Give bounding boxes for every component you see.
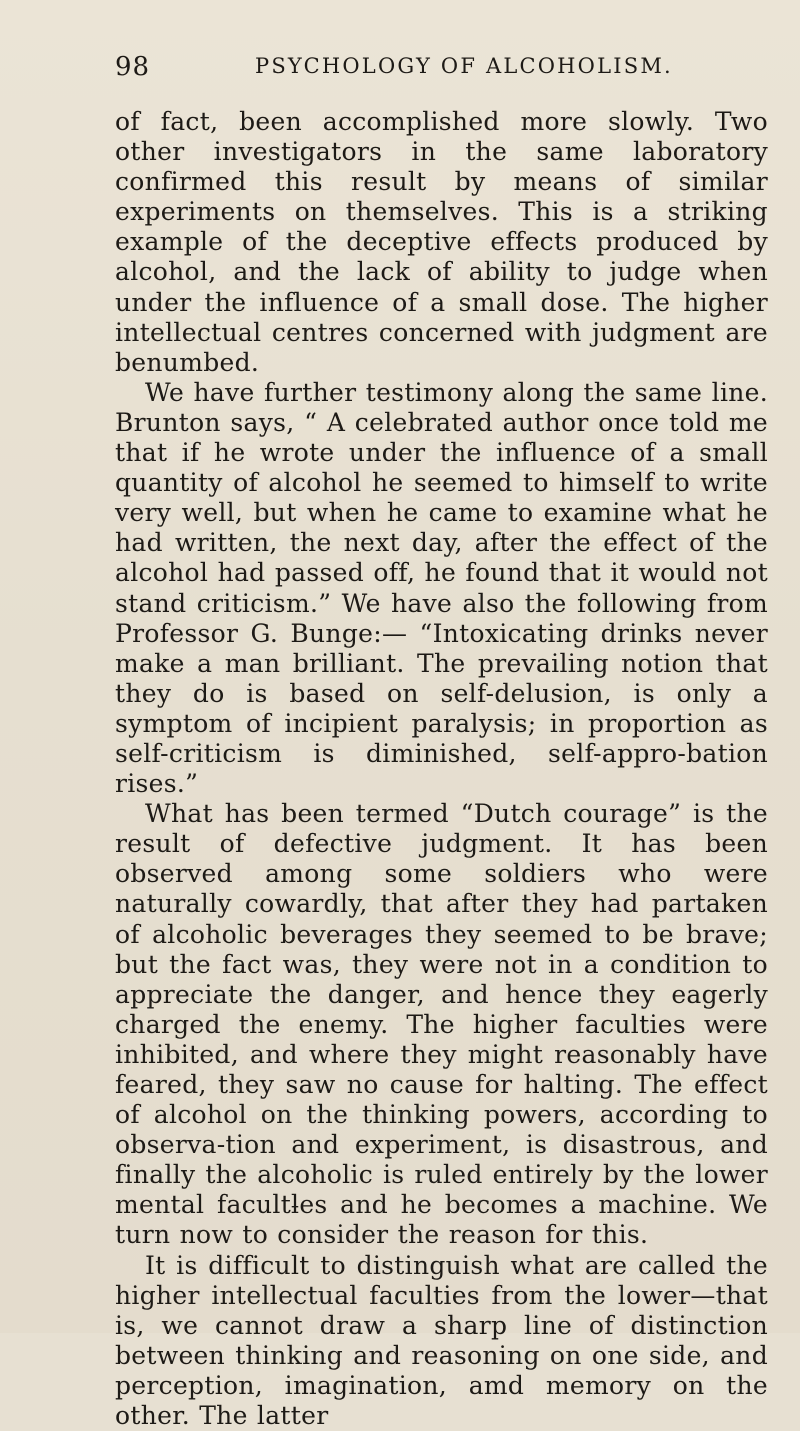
paragraph-4: It is difficult to distinguish what are called the higher intellectual faculties from the lower—that is, we cannot draw a sharp line of distinction between thinking and reasoning on one side, and perception, imagination, amd memory on the other. The latter (115, 1250, 768, 1431)
page-number: 98 (115, 52, 151, 82)
paragraph-1: of fact, been accomplished more slowly. Two other investigators in the same laboratory confirmed this result by means of similar experiments on themselves. This is a striking example of the deceptive effects produced by alcohol, and the lack of ability to judge when under the influence of a small dose. The higher intellectual centres concerned with judgment are benumbed. (115, 107, 768, 377)
page-header (115, 52, 760, 92)
paragraph-2: We have further testimony along the same line. Brunton says, “ A celebrated author once told me that if he wrote under the influence of a small quantity of alcohol he seemed to himself to write very well, but when he came to examine what he had written, the next day, after the effect of the alcohol had passed off, he found that it would not stand criticism.” We have also the following from Professor G. Bunge:— “Intoxicating drinks never make a man brilliant. The prevailing notion that they do is based on self-delusion, is only a symptom of incipient paralysis; in proportion as self-criticism is diminished, self-appro-bation rises.” (115, 377, 768, 799)
paragraph-3: What has been termed “Dutch courage” is the result of defective judgment. It has been observed among some soldiers who were naturally cowardly, that after they had partaken of alcoholic beverages they seemed to be brave; but the fact was, they were not in a condition to appreciate the danger, and hence they eagerly charged the enemy. The higher faculties were inhibited, and where they might reasonably have feared, they saw no cause for halting. The effect of alcohol on the thinking powers, according to observa-tion and experiment, is disastrous, and finally the alcoholic is ruled entirely by the lower mental facultƚes and he becomes a machine. We turn now to consider the reason for this. (115, 799, 768, 1250)
running-head: PSYCHOLOGY OF ALCOHOLISM. (255, 54, 673, 78)
body-text (115, 107, 768, 1431)
